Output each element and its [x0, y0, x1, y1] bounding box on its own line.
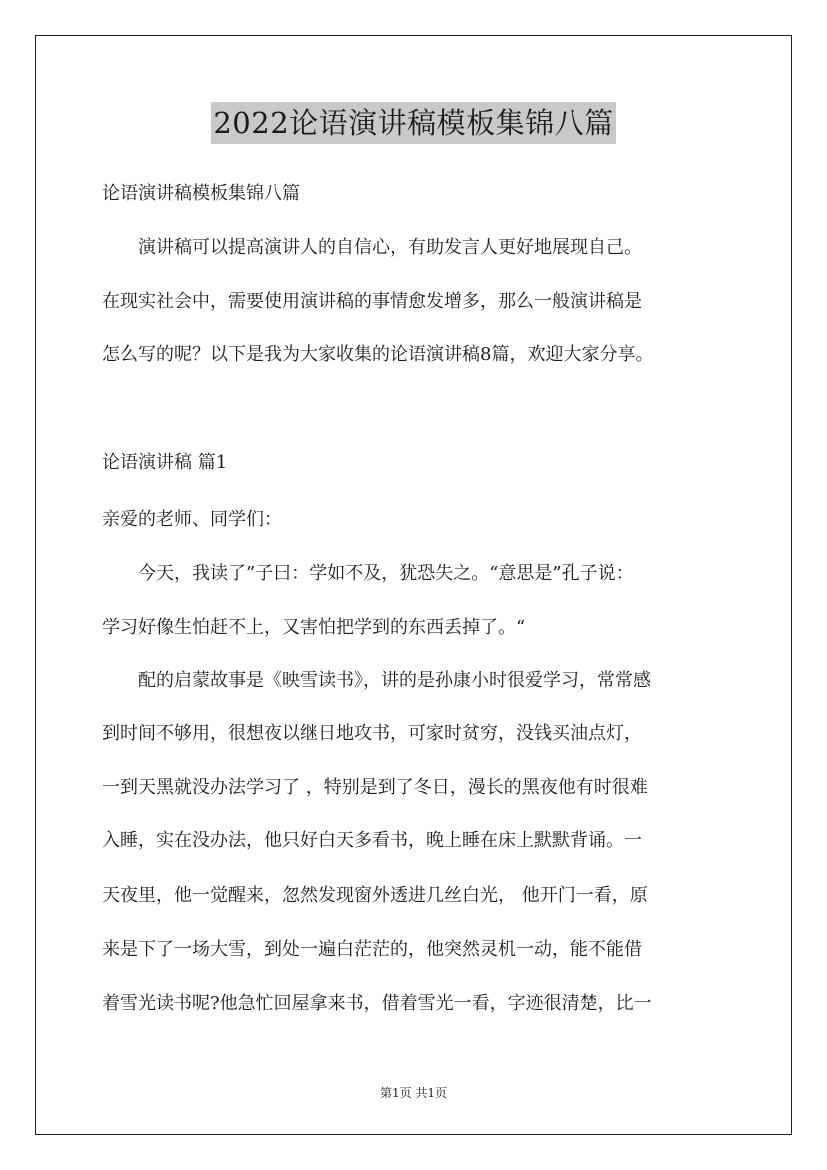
paragraph-line: 一到天黑就没办法学习了 ，特别是到了冬日，漫长的黑夜他有时很难	[102, 777, 648, 798]
paragraph-line: 入睡，实在没办法，他只好白天多看书，晚上睡在床上默默背诵。一	[102, 830, 642, 851]
paragraph-line: 学习好像生怕赶不上，又害怕把学到的东西丢掉了。“	[102, 617, 526, 638]
paragraph-line: 来是下了一场大雪，到处一遍白茫茫的，他突然灵机一动，能不能借	[102, 939, 642, 960]
greeting: 亲爱的老师、同学们：	[102, 509, 282, 530]
title-container	[0, 102, 827, 144]
paragraph-line: 到时间不够用，很想夜以继日地攻书，可家时贫穷，没钱买油点灯，	[102, 723, 642, 744]
section-heading: 论语演讲稿 篇1	[102, 452, 228, 473]
document-title: 2022论语演讲稿模板集锦八篇	[211, 102, 615, 144]
intro-line-3: 怎么写的呢？以下是我为大家收集的论语演讲稿8篇，欢迎大家分享。	[102, 344, 654, 365]
paragraph-line: 天夜里，他一觉醒来，忽然发现窗外透进几丝白光， 他开门一看，原	[102, 885, 648, 906]
paragraph-line: 配的启蒙故事是《映雪读书》，讲的是孙康小时很爱学习，常常感	[102, 670, 651, 691]
paragraph-line: 着雪光读书呢?他急忙回屋拿来书，借着雪光一看，字迹很清楚，比一	[102, 993, 652, 1014]
paragraph-line: 今天，我读了”子曰：学如不及，犹恐失之。“意思是”孔子说：	[102, 563, 634, 584]
intro-line-1: 演讲稿可以提高演讲人的自信心，有助发言人更好地展现自己。	[102, 237, 642, 258]
page-footer: 第1页 共1页	[379, 1086, 448, 1100]
intro-line-2: 在现实社会中，需要使用演讲稿的事情愈发增多，那么一般演讲稿是	[102, 291, 642, 312]
subtitle: 论语演讲稿模板集锦八篇	[102, 183, 300, 204]
